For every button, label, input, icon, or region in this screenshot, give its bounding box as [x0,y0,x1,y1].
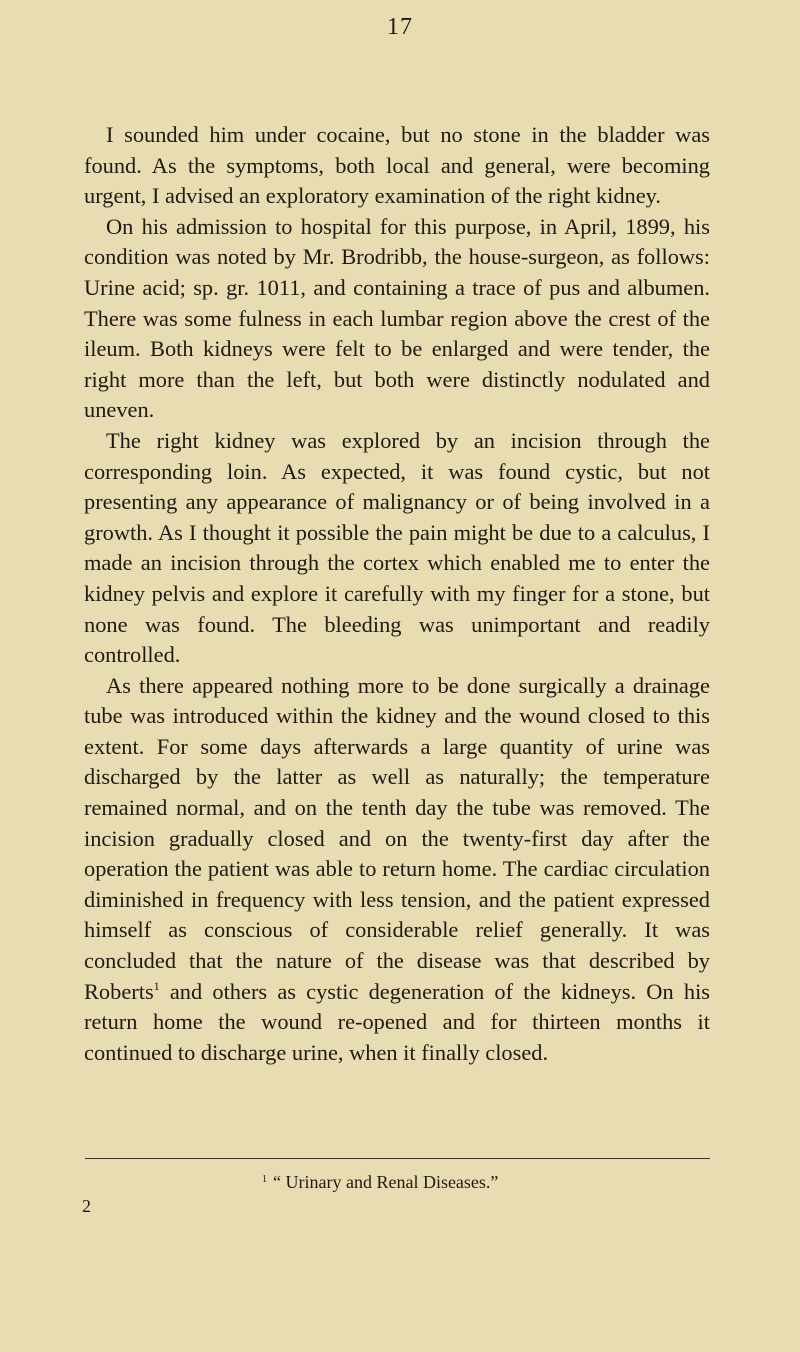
footnote-divider [85,1158,710,1159]
footnote-mark: 1 [262,1174,267,1185]
paragraph-4-text-a: As there appeared nothing more to be done surgically a drainage tube was introduced within the kidney and the wound closed to this extent. For some days afterwards a large quantity of urine was discharged by the latter as well as naturally; the temperature remained normal, and on the tenth day the tube was removed. The incision gradually closed and on the twenty-first day after the operation the patient was able to return home. The cardiac circulation diminished in frequency with less tension, and the patient expressed himself as conscious of considerable relief generally. It was concluded that the nature of the disease was that described by Roberts [84,672,710,1004]
paragraph-2: On his admission to hospital for this purpose, in April, 1899, his condition was noted by Mr. Brodribb, the house-surgeon, as follows: Urine acid; sp. gr. 1011, and containing a trace of pus and albumen. There was some fulness in each lumbar region above the crest of the ileum. Both kidneys were felt to be enlarged and were tender, the right more than the left, but both were distinctly nodulated and uneven. [84,213,710,423]
signature-mark: 2 [82,1196,91,1216]
paragraph-3: The right kidney was explored by an incision through the corresponding loin. As expected, it was found cystic, but not presenting any appearance of malignancy or of being involved in a growth. As I thought it possible the pain might be due to a calculus, I made an incision through the cortex which enabled me to enter the kidney pelvis and explore it carefully with my finger for a stone, but none was found. The bleeding was unimportant and readily controlled. [84,427,710,668]
footnote [262,1172,498,1193]
paragraph-1: I sounded him under cocaine, but no stone in the bladder was found. As the symptoms, both local and general, were becoming urgent, I advised an exploratory examination of the right kidney. [84,122,710,209]
paragraph-4-text-b: and others as cystic degeneration of the kidneys. On his return home the wound re-opened and for thirteen months it continued to discharge urine, when it finally closed. [84,978,710,1065]
footnote-reference-mark: 1 [153,978,160,993]
paragraph-4 [84,671,710,1069]
page-number: 17 [387,14,413,40]
body-text [84,120,710,1068]
footnote-text: “ Urinary and Renal Diseases.” [273,1172,499,1192]
